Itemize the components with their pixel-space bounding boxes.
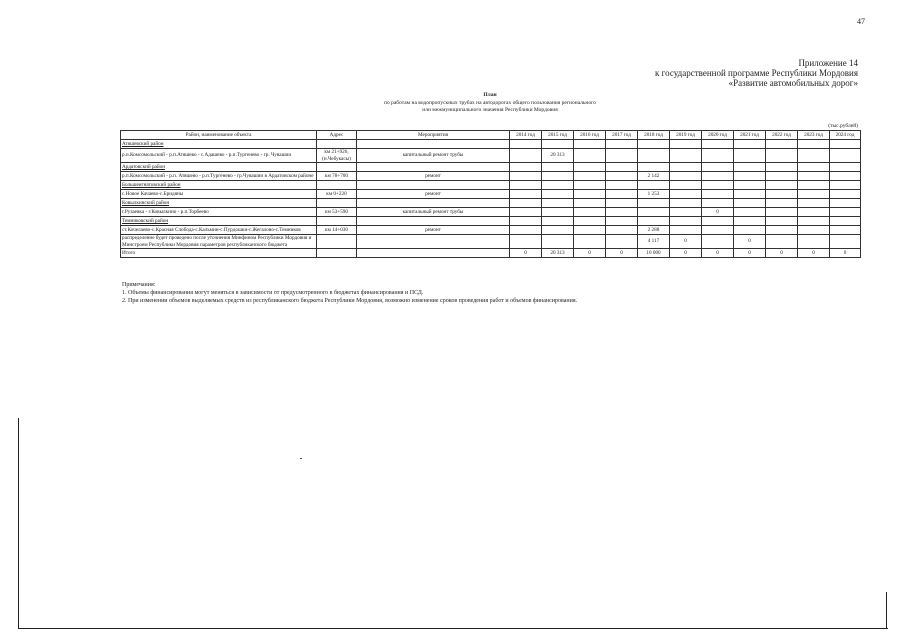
address-cell: км 78+700 bbox=[317, 172, 357, 181]
address-cell: км 53+590 bbox=[317, 208, 357, 217]
value-cell bbox=[606, 149, 638, 163]
total-value-cell: 0 bbox=[606, 249, 638, 258]
total-value-cell: 0 bbox=[702, 249, 734, 258]
empty-cell bbox=[574, 140, 606, 149]
empty-cell bbox=[766, 163, 798, 172]
empty-cell bbox=[702, 181, 734, 190]
total-value-cell: 20 313 bbox=[542, 249, 574, 258]
address-cell bbox=[317, 235, 357, 249]
empty-cell bbox=[606, 199, 638, 208]
address-cell: км 21+926, (н.Чебукасы) bbox=[317, 149, 357, 163]
empty-cell bbox=[357, 181, 510, 190]
empty-cell bbox=[574, 163, 606, 172]
value-cell bbox=[542, 235, 574, 249]
appendix-line-2: к государственной программе Республики Мордовия bbox=[655, 68, 858, 78]
empty-cell bbox=[606, 181, 638, 190]
value-cell: 0 bbox=[734, 235, 766, 249]
empty-cell bbox=[766, 181, 798, 190]
value-cell bbox=[798, 190, 830, 199]
empty-cell bbox=[830, 140, 861, 149]
section-name: Ардатовский район bbox=[121, 163, 317, 172]
empty-cell bbox=[606, 217, 638, 226]
value-cell bbox=[574, 226, 606, 235]
measure-cell bbox=[357, 235, 510, 249]
value-cell bbox=[830, 172, 861, 181]
empty-cell bbox=[638, 181, 670, 190]
measure-cell: ремонт bbox=[357, 226, 510, 235]
value-cell bbox=[574, 208, 606, 217]
value-cell bbox=[734, 190, 766, 199]
value-cell bbox=[606, 226, 638, 235]
column-header: 2020 год bbox=[702, 131, 734, 140]
empty-cell bbox=[317, 217, 357, 226]
object-name: с.Новое Качаево-с.Бридяны bbox=[121, 190, 317, 199]
empty-cell bbox=[317, 181, 357, 190]
empty-cell bbox=[574, 181, 606, 190]
total-label: Итого bbox=[121, 249, 317, 258]
value-cell bbox=[606, 172, 638, 181]
empty-cell bbox=[670, 199, 702, 208]
column-header: 2016 год bbox=[574, 131, 606, 140]
value-cell bbox=[574, 235, 606, 249]
empty-cell bbox=[317, 199, 357, 208]
appendix-block bbox=[598, 58, 858, 88]
empty-cell bbox=[798, 140, 830, 149]
empty-cell bbox=[638, 163, 670, 172]
empty-cell bbox=[830, 163, 861, 172]
total-value-cell: 0 bbox=[798, 249, 830, 258]
scan-frame-bottom bbox=[18, 628, 888, 629]
total-value-cell: 0 bbox=[670, 249, 702, 258]
value-cell bbox=[798, 208, 830, 217]
empty-cell bbox=[670, 163, 702, 172]
section-name: Темниковский район bbox=[121, 217, 317, 226]
value-cell bbox=[510, 235, 542, 249]
column-header: 2023 год bbox=[798, 131, 830, 140]
value-cell bbox=[510, 226, 542, 235]
table-row bbox=[121, 172, 861, 181]
empty-cell bbox=[734, 217, 766, 226]
value-cell bbox=[510, 208, 542, 217]
plan-title: План bbox=[483, 92, 497, 98]
empty-cell bbox=[830, 181, 861, 190]
value-cell bbox=[830, 226, 861, 235]
value-cell bbox=[606, 208, 638, 217]
value-cell bbox=[574, 172, 606, 181]
total-value-cell: 0 bbox=[830, 249, 861, 258]
empty-cell bbox=[830, 199, 861, 208]
value-cell bbox=[766, 226, 798, 235]
value-cell bbox=[766, 149, 798, 163]
value-cell bbox=[702, 190, 734, 199]
value-cell bbox=[510, 190, 542, 199]
empty-cell bbox=[734, 181, 766, 190]
empty-cell bbox=[670, 140, 702, 149]
value-cell bbox=[638, 208, 670, 217]
value-cell: 1 253 bbox=[638, 190, 670, 199]
section-row bbox=[121, 199, 861, 208]
plan-subtitle-1: по работам на водопропускных трубах на автодорогах общего пользования регионального bbox=[384, 100, 596, 106]
object-name: р.п.Комсомольский - р.п. Атяшево - р.п.Тургенево - гр.Чувашии в Ардатовском районе bbox=[121, 172, 317, 181]
address-cell: км 14+030 bbox=[317, 226, 357, 235]
section-name: Ковылкинский район bbox=[121, 199, 317, 208]
empty-cell bbox=[542, 217, 574, 226]
note-item-2: 2. При изменении объемов выделяемых средств из республиканского бюджета Республики Мордовия, возможно изменение сроков проведения работ и объемов финансирования. bbox=[122, 298, 578, 304]
empty-cell bbox=[542, 199, 574, 208]
empty-cell bbox=[830, 217, 861, 226]
value-cell: 4 117 bbox=[638, 235, 670, 249]
empty-cell bbox=[798, 199, 830, 208]
total-value-cell: 0 bbox=[766, 249, 798, 258]
table-row bbox=[121, 190, 861, 199]
empty-cell bbox=[702, 199, 734, 208]
value-cell bbox=[670, 149, 702, 163]
table-row bbox=[121, 149, 861, 163]
total-value-cell: 0 bbox=[574, 249, 606, 258]
table-header-row bbox=[121, 131, 861, 140]
value-cell: 0 bbox=[670, 235, 702, 249]
empty-cell bbox=[798, 217, 830, 226]
value-cell bbox=[702, 149, 734, 163]
empty-cell bbox=[317, 163, 357, 172]
column-header: 2015 год bbox=[542, 131, 574, 140]
empty-cell bbox=[510, 163, 542, 172]
value-cell bbox=[542, 172, 574, 181]
notes-heading: Примечания: bbox=[122, 282, 156, 288]
empty-cell bbox=[702, 140, 734, 149]
value-cell bbox=[798, 235, 830, 249]
empty-cell bbox=[734, 199, 766, 208]
section-name: Атяшевский район bbox=[121, 140, 317, 149]
empty-cell bbox=[510, 199, 542, 208]
plan-subtitle-2: или межмуниципального значения Республики Мордовия bbox=[422, 107, 558, 113]
empty-cell bbox=[357, 249, 510, 258]
table-row bbox=[121, 226, 861, 235]
value-cell bbox=[830, 190, 861, 199]
measure-cell: капитальный ремонт трубы bbox=[357, 149, 510, 163]
empty-cell bbox=[510, 181, 542, 190]
empty-cell bbox=[702, 217, 734, 226]
value-cell bbox=[830, 235, 861, 249]
value-cell bbox=[670, 208, 702, 217]
value-cell bbox=[606, 190, 638, 199]
note-item-1: 1. Объемы финансирования могут меняться в зависимости от предусмотренного в бюджетах финансирования и ПСД. bbox=[122, 290, 424, 296]
value-cell bbox=[542, 208, 574, 217]
measure-cell: капитальный ремонт трубы bbox=[357, 208, 510, 217]
object-name: ст.Кочелаево-с.Красная Слобода-с.Кальмин-с.Пурдошки-с.Жегалово-с.Темников bbox=[121, 226, 317, 235]
section-row bbox=[121, 140, 861, 149]
measure-cell: ремонт bbox=[357, 172, 510, 181]
column-header: 2021 год bbox=[734, 131, 766, 140]
column-header: 2017 год bbox=[606, 131, 638, 140]
units-label: (тыс.рублей) bbox=[828, 123, 858, 129]
value-cell bbox=[510, 172, 542, 181]
value-cell bbox=[606, 235, 638, 249]
empty-cell bbox=[798, 163, 830, 172]
empty-cell bbox=[798, 181, 830, 190]
column-header: Адрес bbox=[317, 131, 357, 140]
total-row bbox=[121, 249, 861, 258]
value-cell bbox=[798, 226, 830, 235]
column-header: 2024 год bbox=[830, 131, 861, 140]
table-row bbox=[121, 235, 861, 249]
appendix-line-3: «Развитие автомобильных дорог» bbox=[728, 78, 858, 88]
address-cell: км 0+220 bbox=[317, 190, 357, 199]
value-cell bbox=[702, 226, 734, 235]
value-cell bbox=[766, 190, 798, 199]
value-cell bbox=[702, 172, 734, 181]
empty-cell bbox=[542, 140, 574, 149]
column-header: 2022 год bbox=[766, 131, 798, 140]
page-number: 47 bbox=[857, 17, 865, 26]
empty-cell bbox=[542, 181, 574, 190]
empty-cell bbox=[510, 217, 542, 226]
empty-cell bbox=[574, 199, 606, 208]
value-cell bbox=[734, 226, 766, 235]
empty-cell bbox=[670, 181, 702, 190]
empty-cell bbox=[734, 140, 766, 149]
empty-cell bbox=[670, 217, 702, 226]
column-header: Мероприятия bbox=[357, 131, 510, 140]
scan-frame-right bbox=[886, 592, 887, 629]
empty-cell bbox=[574, 217, 606, 226]
value-cell bbox=[766, 208, 798, 217]
notes-block bbox=[122, 281, 862, 305]
empty-cell bbox=[357, 140, 510, 149]
value-cell bbox=[798, 149, 830, 163]
plan-table bbox=[120, 130, 861, 258]
empty-cell bbox=[317, 140, 357, 149]
value-cell bbox=[574, 149, 606, 163]
empty-cell bbox=[606, 140, 638, 149]
value-cell bbox=[574, 190, 606, 199]
value-cell bbox=[670, 172, 702, 181]
section-name: Большеигнатовский район bbox=[121, 181, 317, 190]
empty-cell bbox=[317, 249, 357, 258]
scan-frame-left bbox=[18, 418, 19, 629]
value-cell bbox=[830, 208, 861, 217]
value-cell bbox=[702, 235, 734, 249]
value-cell bbox=[830, 149, 861, 163]
empty-cell bbox=[638, 199, 670, 208]
value-cell: 2 288 bbox=[638, 226, 670, 235]
column-header: 2019 год bbox=[670, 131, 702, 140]
total-value-cell: 0 bbox=[510, 249, 542, 258]
value-cell bbox=[542, 190, 574, 199]
empty-cell bbox=[734, 163, 766, 172]
column-header: 2014 год bbox=[510, 131, 542, 140]
empty-cell bbox=[606, 163, 638, 172]
value-cell bbox=[766, 235, 798, 249]
empty-cell bbox=[542, 163, 574, 172]
scan-speck bbox=[300, 458, 302, 459]
measure-cell: ремонт bbox=[357, 190, 510, 199]
empty-cell bbox=[766, 199, 798, 208]
appendix-line-1: Приложение 14 bbox=[798, 58, 858, 68]
value-cell bbox=[510, 149, 542, 163]
empty-cell bbox=[638, 217, 670, 226]
value-cell bbox=[542, 226, 574, 235]
total-value-cell: 0 bbox=[734, 249, 766, 258]
empty-cell bbox=[357, 163, 510, 172]
column-header: Район, наименование объекта bbox=[121, 131, 317, 140]
value-cell bbox=[766, 172, 798, 181]
object-name: г.Рузаевка - г.Ковылкино - р.п.Торбеево bbox=[121, 208, 317, 217]
value-cell bbox=[734, 208, 766, 217]
value-cell bbox=[638, 149, 670, 163]
empty-cell bbox=[766, 217, 798, 226]
section-row bbox=[121, 163, 861, 172]
empty-cell bbox=[702, 163, 734, 172]
value-cell bbox=[734, 172, 766, 181]
section-row bbox=[121, 181, 861, 190]
value-cell: 20 313 bbox=[542, 149, 574, 163]
empty-cell bbox=[510, 140, 542, 149]
value-cell: 0 bbox=[702, 208, 734, 217]
value-cell bbox=[670, 226, 702, 235]
empty-cell bbox=[357, 199, 510, 208]
empty-cell bbox=[357, 217, 510, 226]
empty-cell bbox=[638, 140, 670, 149]
column-header: 2018 год bbox=[638, 131, 670, 140]
table-row bbox=[121, 208, 861, 217]
empty-cell bbox=[766, 140, 798, 149]
value-cell bbox=[798, 172, 830, 181]
object-name: р.п.Комсомольский - р.п.Атяшево - с.Адашево - р.п.Тургенево - гр. Чувашии bbox=[121, 149, 317, 163]
total-value-cell: 10 000 bbox=[638, 249, 670, 258]
object-name: распределение будет проведено после уточнения Минфином Республики Мордовия и Минстроем Республики Мордовия параметров республиканского бюджета bbox=[121, 235, 317, 249]
value-cell bbox=[670, 190, 702, 199]
value-cell bbox=[734, 149, 766, 163]
value-cell: 2 142 bbox=[638, 172, 670, 181]
section-row bbox=[121, 217, 861, 226]
